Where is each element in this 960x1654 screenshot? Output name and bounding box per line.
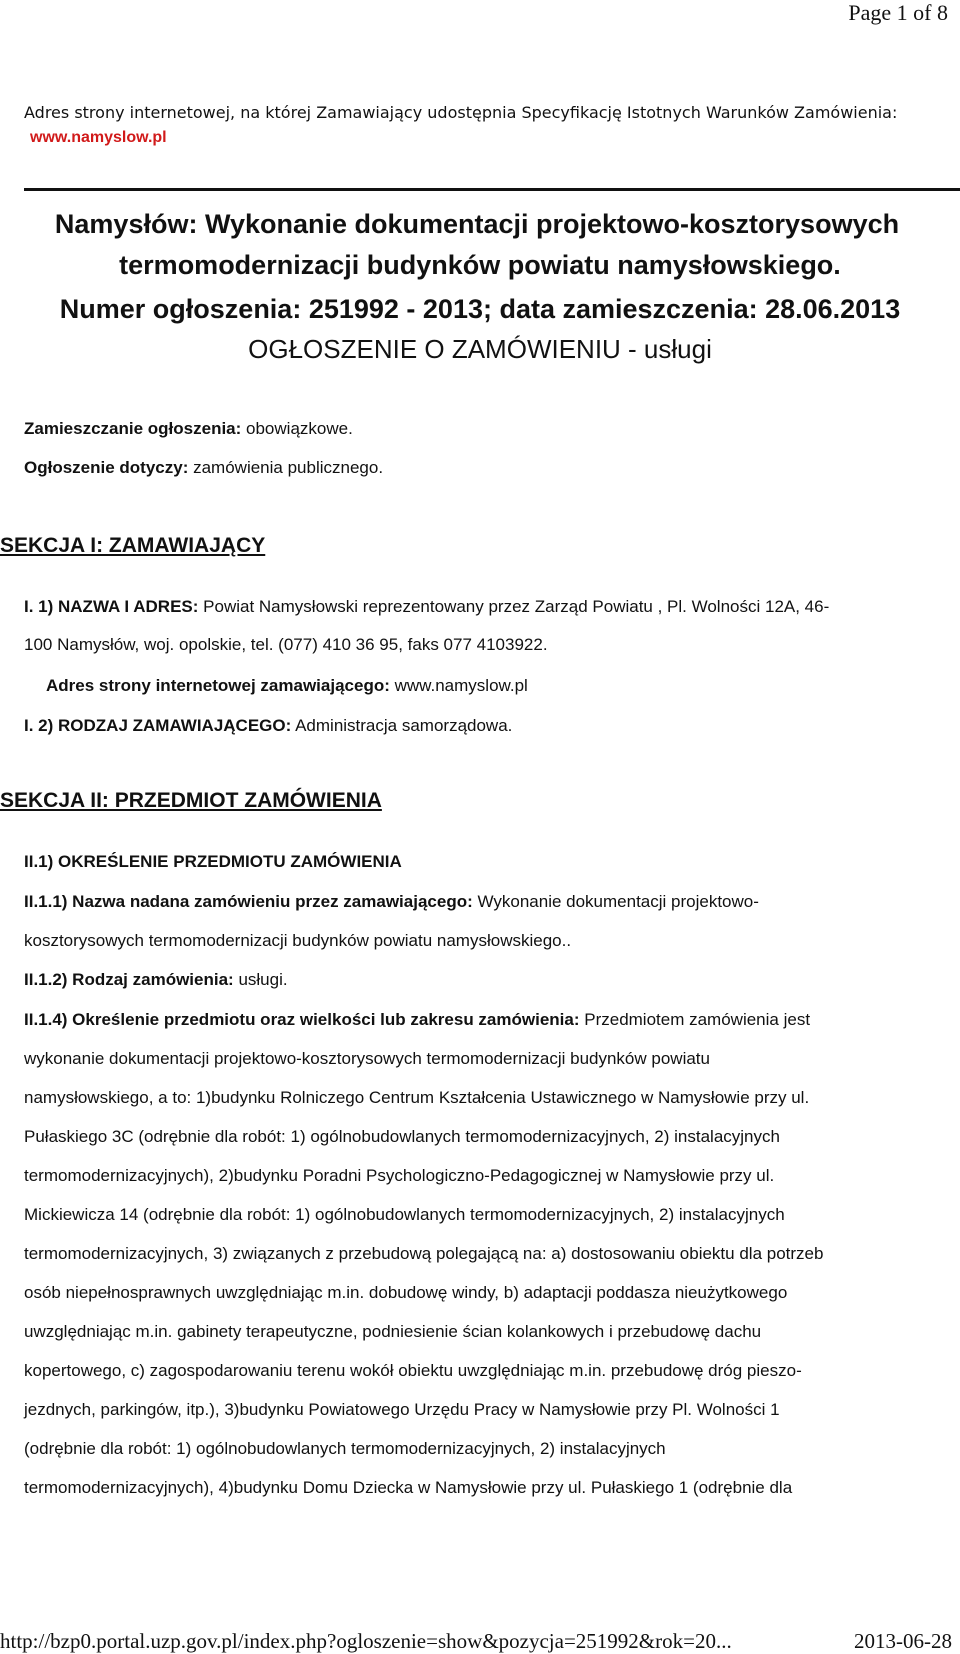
scope-line: (odrębnie dla robót: 1) ogólnobudowlanych termomodernizacyjnych, 2) instalacyjnych [24, 1439, 666, 1458]
scope-line: termomodernizacyjnych), 2)budynku Poradni Psychologiczno-Pedagogicznej w Namysłowie przy ul. [24, 1166, 775, 1185]
contracting-name-label: I. 1) NAZWA I ADRES: [24, 597, 199, 616]
section-1-heading: SEKCJA I: ZAMAWIAJĄCY [0, 534, 266, 557]
order-kind-label: II.1.2) Rodzaj zamówienia: [24, 970, 234, 989]
concerns-label: Ogłoszenie dotyczy: [24, 458, 189, 477]
contracting-type-row [24, 715, 512, 737]
contracting-name-row [24, 596, 829, 618]
scope-line: Mickiewicza 14 (odrębnie dla robót: 1) ogólnobudowlanych termomodernizacyjnych, 2) instalacyjnych [24, 1205, 785, 1224]
footer-url: http://bzp0.portal.uzp.gov.pl/index.php?ogloszenie=show&pozycja=251992&rok=20... [0, 1629, 732, 1653]
notice-title-line-1: Namysłów: Wykonanie dokumentacji projektowo-kosztorysowych [54, 209, 900, 239]
section-2-heading: SEKCJA II: PRZEDMIOT ZAMÓWIENIA [0, 789, 382, 812]
posting-label: Zamieszczanie ogłoszenia: [24, 419, 242, 438]
concerns-row [24, 457, 383, 479]
scope-line: osób niepełnosprawnych uwzględniając m.in. dobudowę windy, b) adaptacji poddasza nieużytkowego [24, 1283, 788, 1302]
order-name-label: II.1.1) Nazwa nadana zamówieniu przez zamawiającego: [24, 892, 473, 911]
siwz-site-link[interactable]: www.namyslow.pl [30, 129, 167, 146]
contracting-name-value: Powiat Namysłowski reprezentowany przez Zarząd Powiatu , Pl. Wolności 12A, 46- [198, 597, 830, 616]
scope-line: Pułaskiego 3C (odrębnie dla robót: 1) ogólnobudowlanych termomodernizacyjnych, 2) instalacyjnych [24, 1127, 780, 1146]
order-kind-row [24, 969, 288, 991]
siwz-site-intro: Adres strony internetowej, na której Zamawiający udostępnia Specyfikację Istotnych Warunków Zamówienia: [24, 103, 898, 122]
scope-line: jezdnych, parkingów, itp.), 3)budynku Powiatowego Urzędu Pracy w Namysłowie przy Pl. Wolności 1 [24, 1400, 780, 1419]
order-kind-value: usługi. [233, 970, 288, 989]
contracting-website-value[interactable]: www.namyslow.pl [389, 676, 528, 695]
contracting-website-row [46, 675, 528, 697]
scope-line: termomodernizacyjnych, 3) związanych z przebudową polegającą na: a) dostosowaniu obiektu dla potrzeb [24, 1244, 824, 1263]
scope-line: namysłowskiego, a to: 1)budynku Rolniczego Centrum Kształcenia Ustawicznego w Namysłowie przy ul. [24, 1088, 810, 1107]
concerns-value: zamówienia publicznego. [188, 458, 384, 477]
posting-row [24, 418, 353, 440]
page-number: Page 1 of 8 [848, 0, 948, 25]
footer-date: 2013-06-28 [854, 1629, 952, 1653]
order-scope-first: Przedmiotem zamówienia jest [579, 1010, 811, 1029]
header-divider [24, 188, 960, 191]
contracting-website-label: Adres strony internetowej zamawiającego: [46, 676, 390, 695]
order-name-row [24, 891, 759, 913]
order-scope-row [24, 1009, 810, 1031]
scope-line: uwzględniając m.in. gabinety terapeutyczne, podniesienie ścian kolankowych i przebudowę dachu [24, 1322, 762, 1341]
contracting-type-label: I. 2) RODZAJ ZAMAWIAJĄCEGO: [24, 716, 292, 735]
scope-line: wykonanie dokumentacji projektowo-kosztorysowych termomodernizacji budynków powiatu [24, 1049, 710, 1068]
notice-type-line: OGŁOSZENIE O ZAMÓWIENIU - usługi [248, 334, 712, 364]
contracting-address-line: 100 Namysłów, woj. opolskie, tel. (077) 410 36 95, faks 077 4103922. [24, 635, 548, 654]
order-name-continued: kosztorysowych termomodernizacji budynków powiatu namysłowskiego.. [24, 931, 572, 950]
notice-number-line: Numer ogłoszenia: 251992 - 2013; data zamieszczenia: 28.06.2013 [59, 294, 901, 324]
posting-value: obowiązkowe. [241, 419, 353, 438]
contracting-type-value: Administracja samorządowa. [291, 716, 513, 735]
notice-title-line-2: termomodernizacji budynków powiatu namysłowskiego. [119, 250, 841, 280]
order-name-value: Wykonanie dokumentacji projektowo- [472, 892, 759, 911]
scope-line: termomodernizacyjnych), 4)budynku Domu Dziecka w Namysłowie przy ul. Pułaskiego 1 (odrębnie dla [24, 1478, 793, 1497]
section-2-subheading: II.1) OKREŚLENIE PRZEDMIOTU ZAMÓWIENIA [24, 852, 402, 871]
scope-line: kopertowego, c) zagospodarowaniu terenu wokół obiektu uwzględniając m.in. przebudowę dróg pieszo- [24, 1361, 802, 1380]
order-scope-label: II.1.4) Określenie przedmiotu oraz wielkości lub zakresu zamówienia: [24, 1010, 580, 1029]
